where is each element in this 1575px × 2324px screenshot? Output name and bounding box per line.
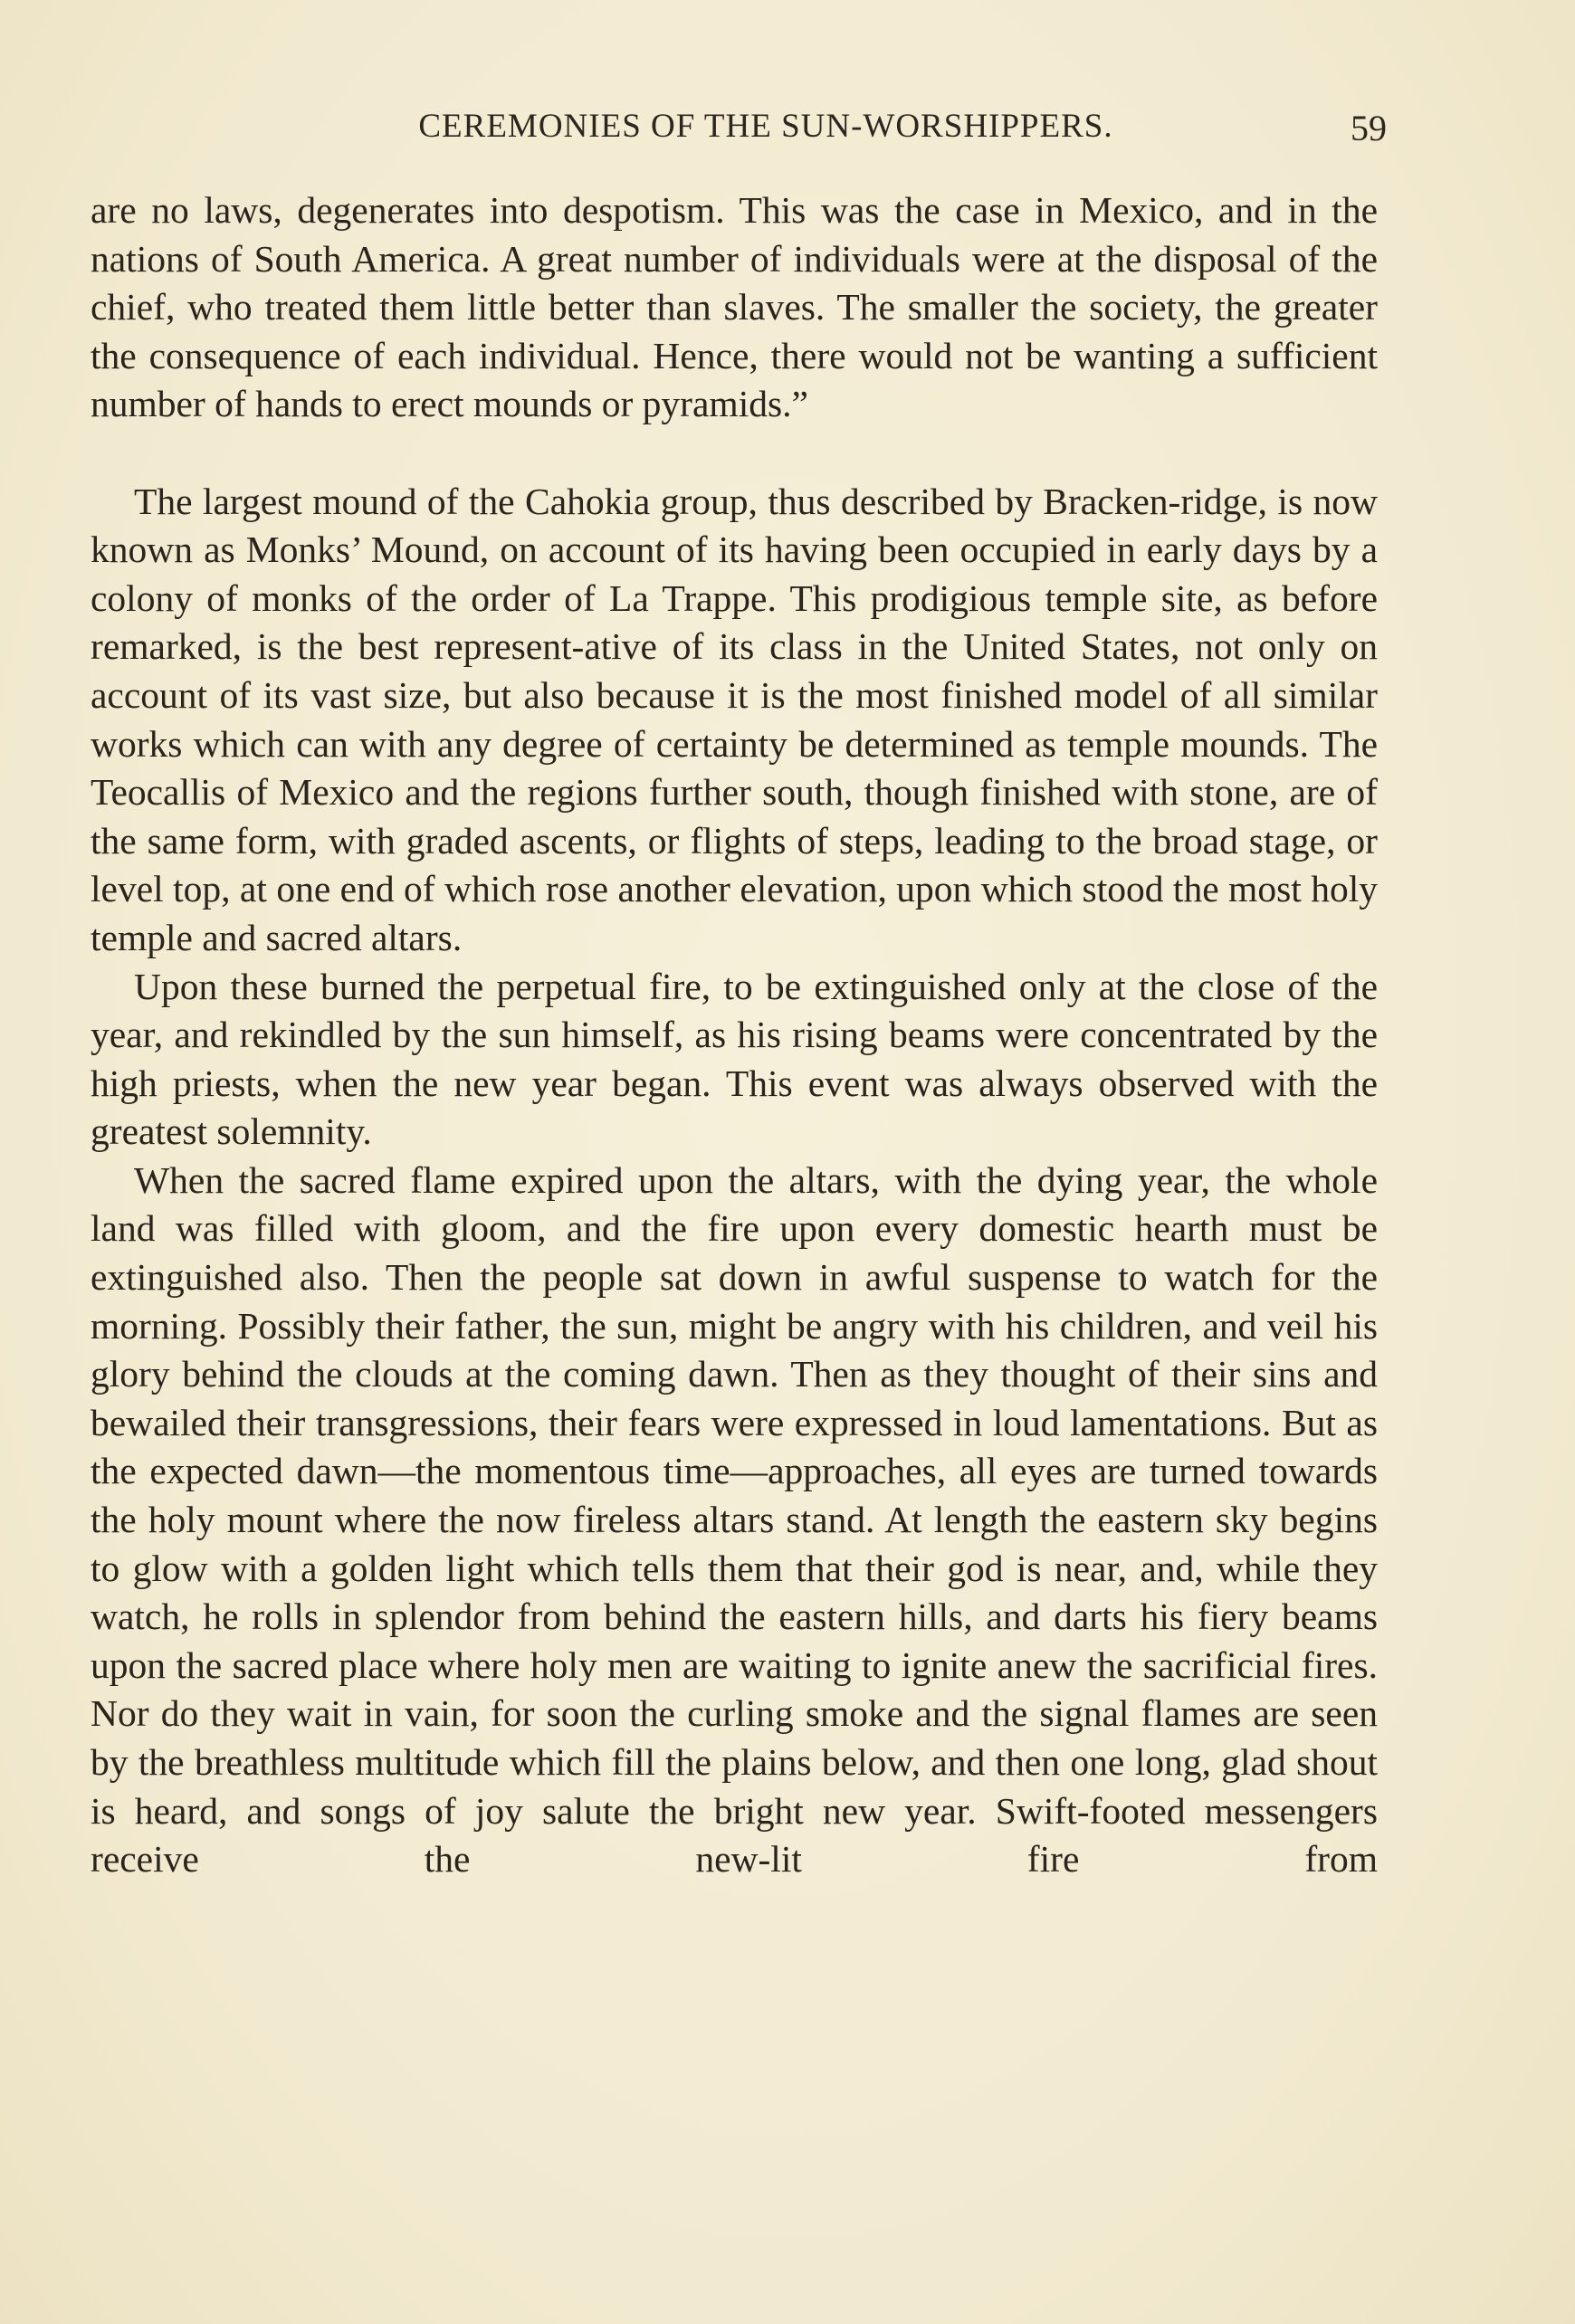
page-number: 59 [1351,108,1387,148]
running-title: CEREMONIES OF THE SUN-WORSHIPPERS. [418,108,1113,145]
paragraph-monks-mound: The largest mound of the Cahokia group, thus described by Bracken-ridge, is now known as Monks’ Mound, on account of its having been occupied in early days by a colony of monks of the order of La Trappe. This prodigious temple site, as before remarked, is the best represent-ative of its class in the United States, not only on account of its vast size, but also because it is the most finished model of all similar works which can with any degree of certainty be determined as temple mounds. The Teocallis of Mexico and the regions further south, though finished with stone, are of the same form, with graded ascents, or flights of steps, leading to the broad stage, or level top, at one end of which rose another elevation, upon which stood the most holy temple and sacred altars. [91,480,1378,958]
paragraph-perpetual-fire: Upon these burned the perpetual fire, to be extinguished only at the close of the year, and rekindled by the sun himself, as his rising beams were concentrated by the high priests, when the new year began. This event was always observed with the greatest solemnity. [91,965,1378,1153]
paragraph-sacred-flame: When the sacred flame expired upon the altars, with the dying year, the whole land was filled with gloom, and the fire upon every domestic hearth must be extinguished also. Then the people sat down in awful suspense to watch for the morning. Possibly their father, the sun, might be angry with his children, and veil his glory behind the clouds at the coming dawn. Then as they thought of their sins and bewailed their transgressions, their fears were expressed in loud lamentations. But as the expected dawn—the momentous time—approaches, all eyes are turned towards the holy mount where the now fireless altars stand. At length the eastern sky begins to glow with a golden light which tells them that their god is near, and, while they watch, he rolls in splendor from behind the eastern hills, and darts his fiery beams upon the sacred place where holy men are waiting to ignite anew the sacrificial fires. Nor do they wait in vain, for soon the curling smoke and the signal flames are seen by the breathless multitude which fill the plains below, and then one long, glad shout is heard, and songs of joy salute the bright new year. Swift-footed messengers receive the new-lit fire from [91,1158,1378,1881]
running-head [145,107,1387,157]
paragraph-continued: are no laws, degenerates into despotism. This was the case in Mexico, and in the nations of South America. A great number of individuals were at the disposal of the chief, who treated them little better than slaves. The smaller the society, the greater the consequence of each individual. Hence, there would not be wanting a sufficient number of hands to erect mounds or pyramids.” [91,189,1378,425]
body-text [91,186,1378,1884]
